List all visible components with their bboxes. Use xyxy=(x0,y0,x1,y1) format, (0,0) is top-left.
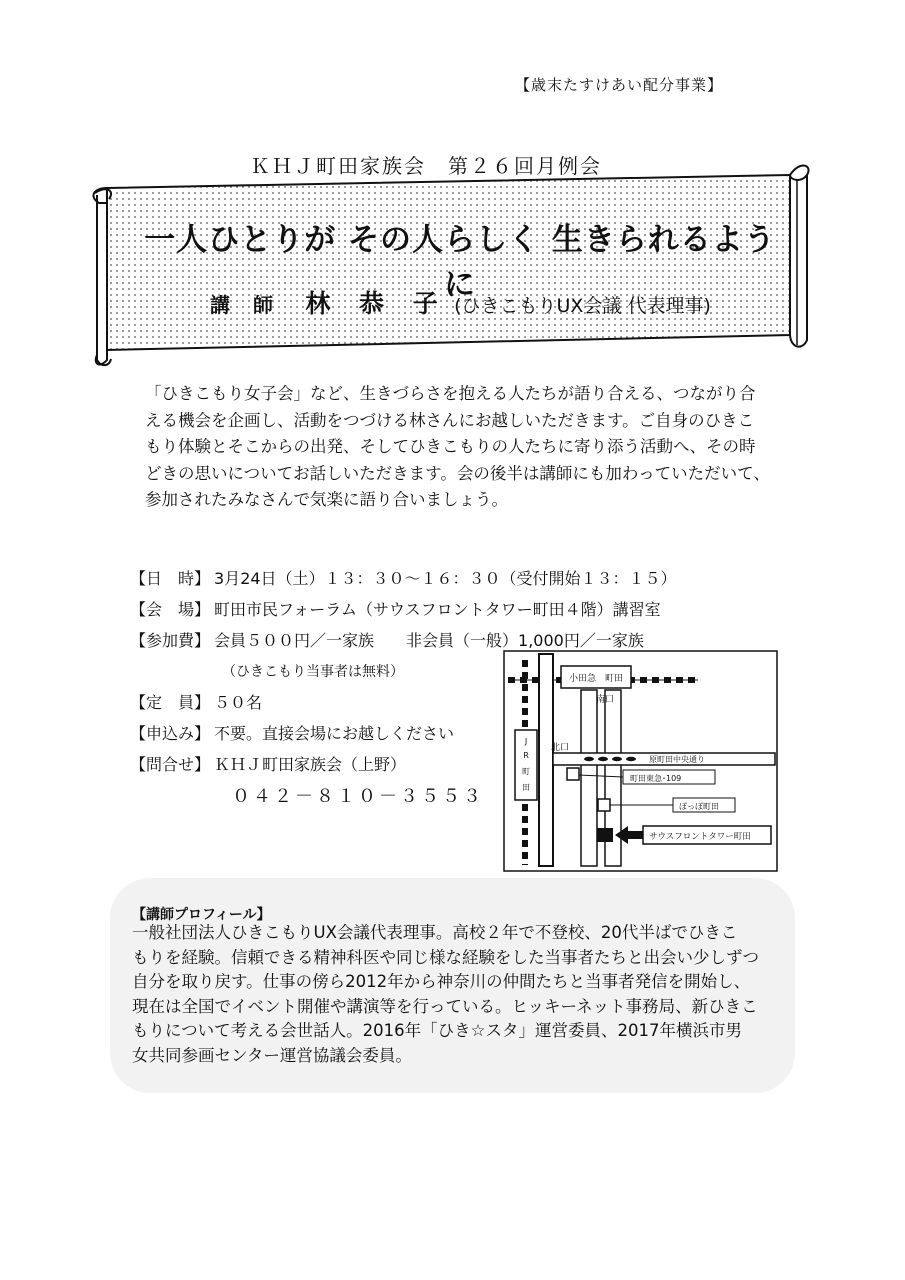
detail-value: ５０名 xyxy=(214,693,263,712)
map-north-exit: 北口 xyxy=(551,743,570,753)
map-poppo-label: ぽっぽ町田 xyxy=(679,802,719,811)
profile-line: 一般社団法人ひきこもりUX会議代表理事。高校２年で不登校、20代半ばでひきこ xyxy=(132,923,738,942)
detail-key: 【問合せ】 xyxy=(130,755,211,774)
detail-fee xyxy=(130,628,644,651)
profile-text xyxy=(132,921,782,1068)
detail-capacity xyxy=(130,690,262,713)
detail-application xyxy=(130,721,454,744)
profile-line: もりを経験。信頼できる精神科医や同じ様な経験をした当事者たちと出会い少しずつ xyxy=(132,947,759,967)
map-jr-char: 田 xyxy=(522,783,530,792)
profile-line: 自分を取り戻す。仕事の傍ら2012年から神奈川の仲間たちと当事者発信を開始し、 xyxy=(132,972,751,991)
program-tag: 【歳末たすけあい配分事業】 xyxy=(515,76,724,94)
detail-key: 【日 時】 xyxy=(130,569,211,588)
map-south-exit: 南口 xyxy=(596,695,615,705)
lecturer-label: 講 師 xyxy=(210,293,281,317)
detail-value: 町田市民フォーラム（サウスフロントタワー町田４階）講習室 xyxy=(214,600,661,619)
intro-line: 「ひきこもり女子会」など、生きづらさを抱える人たちが語り合える、つながり合 xyxy=(145,384,756,403)
detail-key: 【参加費】 xyxy=(130,631,211,650)
profile-line: もりについて考える会世話人。2016年「ひき☆スタ」運営委員、2017年横浜市男 xyxy=(132,1021,742,1040)
map-street-label: 原町田中央通り xyxy=(649,755,705,764)
detail-contact xyxy=(130,752,406,775)
lecturer-name: 林 恭 子 xyxy=(305,289,448,318)
map-venue-label: サウスフロントタワー町田 xyxy=(649,832,751,842)
detail-value: 3月24日（土）１３：３０～１６：３０（受付開始１３：１５） xyxy=(214,569,677,588)
intro-line: もり体験とそこからの出発、そしてひきこもりの人たちに寄り添う活動へ、その時 xyxy=(145,437,756,456)
detail-key: 【会 場】 xyxy=(130,600,211,619)
intro-line: 参加されたみなさんで気楽に語り合いましょう。 xyxy=(145,490,508,509)
detail-venue xyxy=(130,597,661,620)
detail-key: 【定 員】 xyxy=(130,693,211,712)
intro-text xyxy=(145,381,785,514)
map-109-label: 町田東急･109 xyxy=(630,774,682,783)
contact-phone: ０４２－８１０－３５５３ xyxy=(232,786,484,807)
intro-line: どきの思いについてお話しいただきます。会の後半は講師にも加わっていただいて、 xyxy=(145,463,770,483)
organizer-line: ＫＨＪ町田家族会 第２６回月例会 xyxy=(250,154,602,178)
access-map xyxy=(503,650,778,872)
map-jr-char: J xyxy=(524,737,528,746)
headline: 一人ひとりが その人らしく 生きられるように xyxy=(144,222,776,303)
map-odakyu-label: 小田急 町田 xyxy=(568,674,624,684)
intro-line: える機会を企画し、活動をつづける林さんにお越しいただきます。ご自身のひきこ xyxy=(145,410,755,430)
profile-heading: 【講師プロフィール】 xyxy=(132,907,271,923)
profile-line: 現在は全国でイベント開催や講演等を行っている。ヒッキーネット事務局、新ひきこ xyxy=(132,996,758,1016)
map-jr-char: 町 xyxy=(522,767,530,776)
map-jr-char: R xyxy=(523,751,529,760)
profile-line: 女共同参画センター運営協議会委員。 xyxy=(132,1045,412,1065)
detail-datetime xyxy=(130,566,677,589)
lecturer-affiliation: (ひきこもりUX会議 代表理事) xyxy=(454,295,711,317)
detail-value: 会員５００円／一家族 非会員（一般）1,000円／一家族 xyxy=(214,631,644,650)
detail-value: ＫＨＪ町田家族会（上野） xyxy=(214,755,407,774)
detail-key: 【申込み】 xyxy=(130,724,211,743)
detail-value: 不要。直接会場にお越しください xyxy=(214,724,455,743)
fee-note: （ひきこもり当事者は無料） xyxy=(222,664,404,680)
lecturer-line xyxy=(210,284,711,320)
